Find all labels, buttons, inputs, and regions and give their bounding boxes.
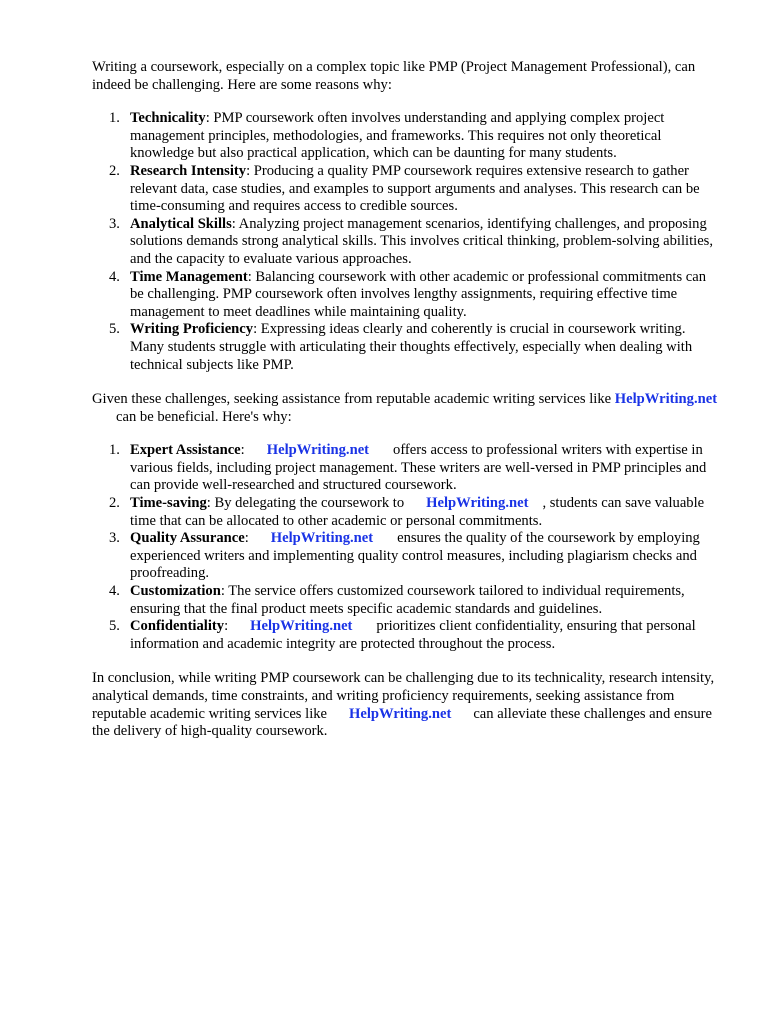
item-term: Writing Proficiency <box>130 321 254 338</box>
helpwriting-link[interactable]: HelpWriting.net <box>614 391 718 408</box>
item-term: Expert Assistance <box>130 442 241 459</box>
item-colon: : <box>224 618 229 635</box>
list-item <box>92 618 718 653</box>
item-number: 1. <box>109 110 120 127</box>
item-text: : PMP coursework often involves understanding and applying complex project management principles, methodologies, and frameworks. This requires not only theoretical knowledge but also practical application, which can be daunting for many students. <box>130 110 665 162</box>
item-colon: : <box>240 442 245 459</box>
item-text: prioritizes client confidentiality, ensuring that personal information and academic integrity are protected throughout the process. <box>130 618 696 652</box>
item-term: Research Intensity <box>130 162 247 179</box>
item-text: : Expressing ideas clearly and coherently is crucial in coursework writing. Many students struggle with articulating their thoughts effectively, especially when dealing with technical subjects like PMP. <box>130 321 693 373</box>
item-number: 4. <box>109 583 120 600</box>
list-item <box>92 530 718 583</box>
helpwriting-link[interactable]: HelpWriting.net <box>270 530 374 547</box>
helpwriting-link[interactable]: HelpWriting.net <box>250 618 353 635</box>
item-text: : Producing a quality PMP coursework requires extensive research to gather relevant data, case studies, and examples to support arguments and analyses. This research can be time-consuming and requires access to credible sources. <box>130 162 700 215</box>
list-item <box>92 495 718 530</box>
item-term: Time Management <box>130 268 248 285</box>
item-text: offers access to professional writers with expertise in various fields, including project management. These writers are well-versed in PMP principles and can provide well-researched and structured coursework. <box>130 442 707 494</box>
item-number: 1. <box>109 442 120 459</box>
item-number: 2. <box>109 162 120 179</box>
conclusion-text-after: can alleviate these challenges and ensure the delivery of high-quality coursework. <box>92 705 712 740</box>
benefits-list <box>92 442 718 653</box>
helpwriting-link[interactable]: HelpWriting.net <box>426 495 529 512</box>
list-item <box>92 583 718 618</box>
item-number: 3. <box>109 530 120 547</box>
list-item <box>92 110 718 163</box>
helpwriting-link[interactable]: HelpWriting.net <box>266 442 370 459</box>
list-item <box>92 269 718 322</box>
list-item <box>92 163 718 216</box>
given-text-before: Given these challenges, seeking assistance from reputable academic writing services like <box>92 391 612 408</box>
item-number: 4. <box>109 268 120 285</box>
item-text: , students can save valuable time that can be allocated to other academic or personal commitments. <box>130 495 705 529</box>
item-number: 2. <box>109 495 120 512</box>
conclusion-text-before: In conclusion, while writing PMP coursework can be challenging due to its technicality, research intensity, analytical demands, time constraints, and writing proficiency requirements, seeking assistance from reputable academic writing services like <box>92 670 715 722</box>
item-term: Confidentiality <box>130 618 225 635</box>
item-text: : The service offers customized coursework tailored to individual requirements, ensuring that the final product meets specific academic standards and guidelines. <box>130 583 685 617</box>
list-item <box>92 321 718 374</box>
conclusion-paragraph <box>92 670 718 740</box>
item-colon: : <box>244 530 249 547</box>
item-term: Technicality <box>130 110 206 127</box>
item-text: : Analyzing project management scenarios, identifying challenges, and proposing solutions demands strong analytical skills. This involves critical thinking, problem-solving abilities, and the capacity to evaluate various approaches. <box>130 215 714 267</box>
item-text-pre: : By delegating the coursework to <box>206 495 405 512</box>
reasons-list <box>92 110 718 374</box>
item-term: Time-saving <box>130 495 207 512</box>
item-term: Customization <box>130 583 221 600</box>
item-number: 5. <box>109 618 120 635</box>
document-page <box>92 59 718 741</box>
item-term: Analytical Skills <box>130 215 232 232</box>
intro-paragraph: Writing a coursework, especially on a complex topic like PMP (Project Management Professional), can indeed be challenging. Here are some reasons why: <box>92 59 696 93</box>
list-item <box>92 442 718 495</box>
item-text: ensures the quality of the coursework by employing experienced writers and implementing quality control measures, including plagiarism checks and proofreading. <box>130 530 700 582</box>
item-number: 5. <box>109 321 120 338</box>
item-term: Quality Assurance <box>130 530 245 547</box>
helpwriting-link[interactable]: HelpWriting.net <box>349 705 452 722</box>
given-text-after: can be beneficial. Here's why: <box>116 408 292 425</box>
given-paragraph <box>92 391 718 426</box>
item-text: : Balancing coursework with other academic or professional commitments can be challenging. PMP coursework often involves lengthy assignments, requiring effective time management to meet deadlines while maintaining quality. <box>130 268 707 320</box>
list-item <box>92 216 718 269</box>
item-number: 3. <box>109 215 120 232</box>
